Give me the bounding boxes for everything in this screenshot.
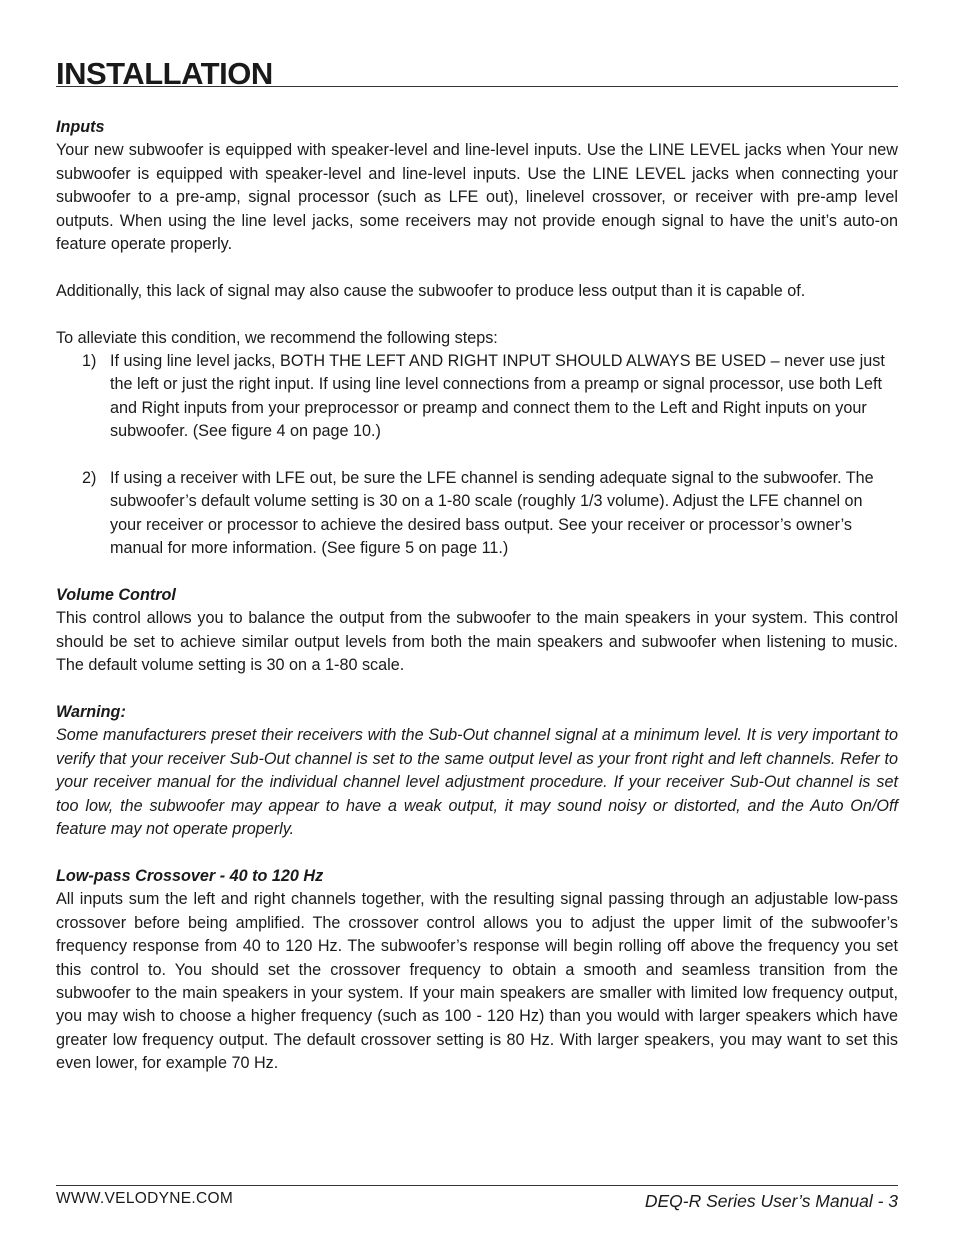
list-item-text: If using line level jacks, BOTH THE LEFT AND RIGHT INPUT SHOULD ALWAYS BE USED – never use just the left or just the right input. If using line level connections from a preamp or signal processor, use both Left and Right inputs from your preprocessor or preamp and connect them to the Left and Right inputs on your subwoofer. (See figure 4 on page 10.) <box>110 352 885 441</box>
volume-paragraph: This control allows you to balance the output from the subwoofer to the main speakers in your system. This control should be set to achieve similar output levels from both the main speakers and subwoofer when listening to music. The default volume setting is 30 on a 1-80 scale. <box>56 609 898 675</box>
page-title: INSTALLATION <box>56 56 273 91</box>
list-item-text: If using a receiver with LFE out, be sure the LFE channel is sending adequate signal to the subwoofer. The subwoofer’s default volume setting is 30 on a 1-80 scale (roughly 1/3 volume). Adjust the LFE channel on your receiver or processor to achieve the desired bass output. See your receiver or processor’s owner’s manual for more information. (See figure 5 on page 11.) <box>110 469 874 558</box>
list-item <box>56 350 898 444</box>
inputs-paragraph-1: Your new subwoofer is equipped with speaker-level and line-level inputs. Use the LINE LEVEL jacks when Your new subwoofer is equipped with speaker-level and line-level inputs. Use the LINE LEVEL jacks when connecting your subwoofer to a pre-amp, signal processor (such as LFE out), linelevel crossover, or receiver with pre-amp level outputs. When using the line level jacks, some receivers may not provide enough signal to have the unit’s auto-on feature operate properly. <box>56 141 898 254</box>
steps-list <box>56 350 898 561</box>
page-content <box>56 116 898 1076</box>
crossover-heading: Low-pass Crossover - 40 to 120 Hz <box>56 866 324 885</box>
list-item-number: 1) <box>82 352 97 371</box>
list-item-number: 2) <box>82 469 97 488</box>
footer-website: WWW.VELODYNE.COM <box>56 1190 234 1207</box>
title-divider <box>56 86 898 87</box>
inputs-paragraph-2: Additionally, this lack of signal may also cause the subwoofer to produce less output than it is capable of. <box>56 281 806 300</box>
warning-heading: Warning: <box>56 703 126 722</box>
list-item <box>56 467 898 561</box>
footer-divider <box>56 1185 898 1186</box>
footer-manual-title: DEQ-R Series User’s Manual - 3 <box>644 1191 898 1211</box>
crossover-paragraph: All inputs sum the left and right channels together, with the resulting signal passing through an adjustable low-pass crossover before being amplified. The crossover control allows you to adjust the upper limit of the subwoofer’s frequency response from 40 to 120 Hz. The subwoofer’s response will begin rolling off above the frequency you set this control to. You should set the crossover frequency to obtain a smooth and seamless transition from the subwoofer to the main speakers in your system. If your main speakers are smaller with limited low frequency output, you may wish to choose a higher frequency (such as 100 - 120 Hz) than you would with larger speakers which have greater low frequency output. The default crossover setting is 80 Hz. With larger speakers, you may want to set this even lower, for example 70 Hz. <box>56 890 898 1073</box>
warning-paragraph: Some manufacturers preset their receivers with the Sub-Out channel signal at a minimum level. It is very important to verify that your receiver Sub-Out channel is set to the same output level as your front right and left channels. Refer to your receiver manual for the individual channel level adjustment procedure. If your receiver Sub-Out channel is set too low, the subwoofer may appear to have a weak output, it may sound noisy or distorted, and the Auto On/Off feature may not operate properly. <box>56 726 898 839</box>
inputs-paragraph-3: To alleviate this condition, we recommend the following steps: <box>56 328 498 347</box>
inputs-heading: Inputs <box>56 118 105 136</box>
volume-heading: Volume Control <box>56 586 176 605</box>
